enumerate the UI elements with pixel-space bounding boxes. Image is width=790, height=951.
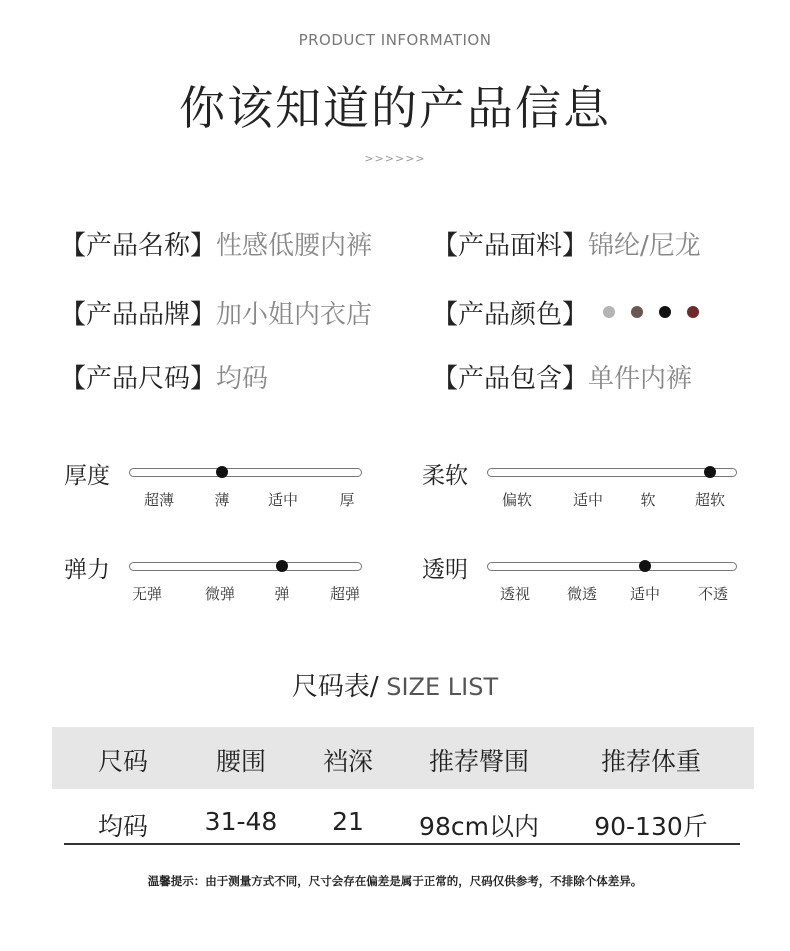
scale-track-softness (487, 468, 737, 477)
scale-tick-label: 厚 (339, 491, 355, 509)
scale-tick-label: 适中 (572, 491, 604, 509)
scale-tick-label: 无弹 (131, 585, 163, 603)
info-product-brand (60, 294, 372, 331)
scale-tick-label: 超软 (694, 491, 726, 509)
page-title: 你该知道的产品信息 (179, 81, 611, 135)
info-product-size (60, 358, 268, 395)
info-product-package (432, 358, 692, 395)
size-note: 温馨提示：由于测量方式不同，尺寸会存在偏差是属于正常的，尺码仅供参考，不排除个体差异。 (147, 874, 643, 888)
size-title-cn: 尺码表/ (291, 672, 379, 702)
size-table-title (0, 666, 790, 703)
value-product-name: 性感低腰内裤 (216, 231, 373, 261)
scale-marker-transparency (639, 560, 651, 572)
value-product-package: 单件内裤 (588, 364, 693, 394)
scale-tick-label: 适中 (267, 491, 299, 509)
cell-waist: 31-48 (204, 807, 278, 836)
header-waist: 腰围 (215, 747, 267, 776)
header-hip: 推荐臀围 (428, 747, 530, 776)
scale-tick-label: 软 (640, 491, 656, 509)
label-product-package: 【产品包含】 (432, 364, 589, 394)
value-product-size: 均码 (216, 364, 269, 394)
scale-tick-label: 不透 (697, 585, 729, 603)
label-product-fabric: 【产品面料】 (432, 231, 589, 261)
size-title-en: SIZE LIST (378, 673, 499, 701)
value-product-brand: 加小姐内衣店 (216, 300, 373, 330)
cell-rise: 21 (332, 807, 364, 836)
scale-tick-label: 透视 (499, 585, 531, 603)
scale-tick-label: 偏软 (501, 491, 533, 509)
scale-marker-softness (704, 466, 716, 478)
scale-tick-label: 微弹 (204, 585, 236, 603)
scale-name-thickness: 厚度 (64, 463, 110, 489)
color-swatch (603, 306, 615, 318)
color-swatch (631, 306, 643, 318)
scale-name-elasticity: 弹力 (64, 557, 110, 583)
cell-hip: 98cm以内 (419, 812, 539, 841)
scale-marker-elasticity (276, 560, 288, 572)
header-size: 尺码 (97, 747, 149, 776)
color-swatch (659, 306, 671, 318)
scale-tick-label: 适中 (629, 585, 661, 603)
scale-tick-label: 微透 (566, 585, 598, 603)
scale-track-elasticity (129, 562, 362, 571)
scale-marker-thickness (216, 466, 228, 478)
scale-track-transparency (487, 562, 737, 571)
scale-name-transparency: 透明 (422, 557, 468, 583)
value-product-fabric: 锦纶/尼龙 (588, 231, 701, 261)
decorative-arrows: >>>>>> (364, 152, 426, 165)
label-product-color: 【产品颜色】 (432, 300, 589, 330)
header-rise: 裆深 (322, 747, 374, 776)
scale-tick-label: 超弹 (329, 585, 361, 603)
color-swatch (687, 306, 699, 318)
english-title: PRODUCT INFORMATION (298, 31, 492, 49)
scale-tick-label: 薄 (214, 491, 230, 509)
scale-name-softness: 柔软 (422, 463, 468, 489)
info-product-name (60, 225, 372, 262)
cell-weight: 90-130斤 (594, 812, 708, 841)
label-product-size: 【产品尺码】 (60, 364, 217, 394)
info-product-color (432, 294, 588, 331)
label-product-brand: 【产品品牌】 (60, 300, 217, 330)
size-table-bottom-rule (64, 843, 740, 845)
info-product-fabric (432, 225, 701, 262)
header-weight: 推荐体重 (600, 747, 702, 776)
scale-track-thickness (129, 468, 362, 477)
scale-tick-label: 超薄 (143, 491, 175, 509)
scale-tick-label: 弹 (274, 585, 290, 603)
cell-size: 均码 (97, 812, 149, 841)
label-product-name: 【产品名称】 (60, 231, 217, 261)
